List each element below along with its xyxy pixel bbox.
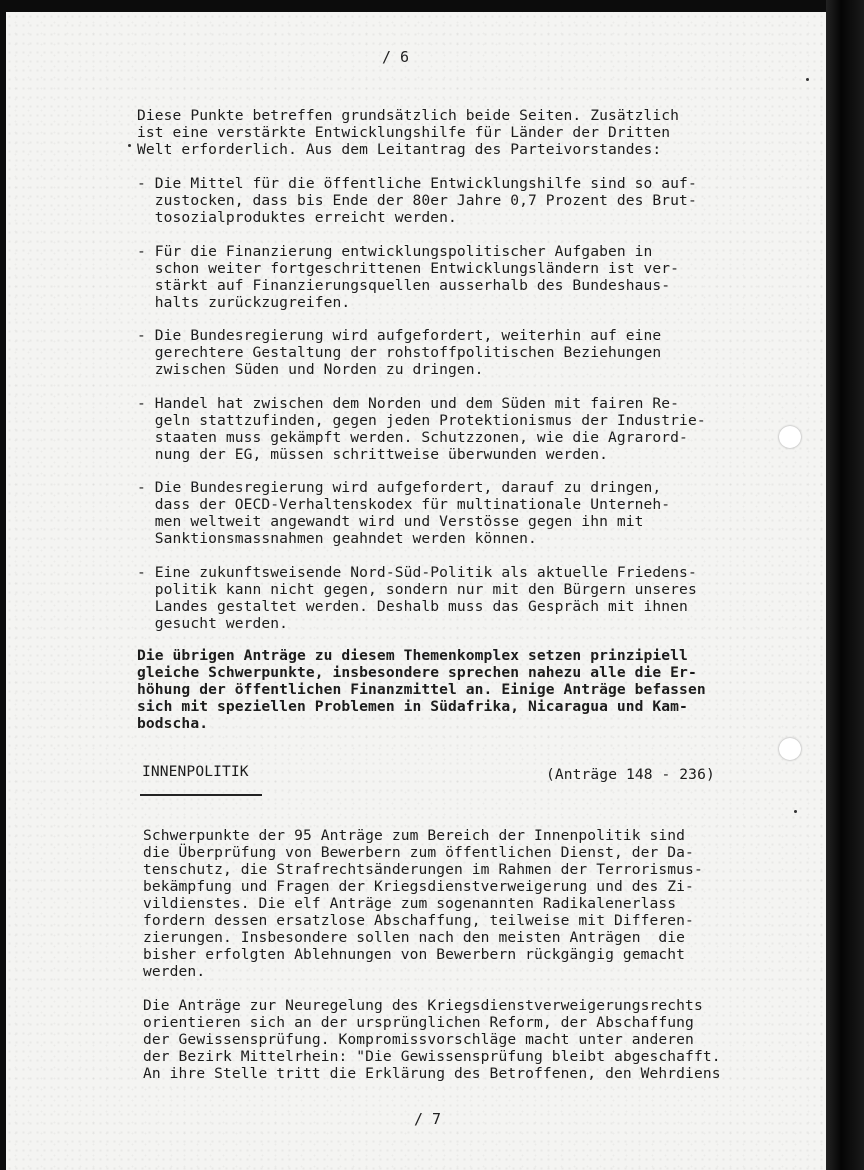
text-line: Welt erforderlich. Aus dem Leitantrag des Parteivorstandes:	[137, 141, 662, 158]
text-line: gleiche Schwerpunkte, insbesondere sprechen nahezu alle die Er-	[137, 664, 697, 681]
text-line: Schwerpunkte der 95 Anträge zum Bereich der Innenpolitik sind	[143, 827, 686, 844]
punch-hole	[779, 738, 801, 760]
text-line: der Bezirk Mittelrhein: "Die Gewissensprüfung bleibt abgeschafft.	[143, 1048, 721, 1065]
top-page-number: / 6	[382, 48, 410, 66]
text-line: schon weiter fortgeschrittenen Entwicklungsländern ist ver-	[137, 260, 680, 277]
text-line: men weltweit angewandt wird und Verstösse gegen ihn mit	[137, 513, 644, 530]
text-line: zwischen Süden und Norden zu dringen.	[137, 361, 484, 378]
section-range: (Anträge 148 - 236)	[546, 766, 715, 783]
text-line: zierungen. Insbesondere sollen nach den meisten Anträgen die	[143, 929, 686, 946]
scan-speck	[806, 78, 809, 81]
text-line: vildienstes. Die elf Anträge zum sogenannten Radikalenerlass	[143, 895, 677, 912]
text-line: Diese Punkte betreffen grundsätzlich beide Seiten. Zusätzlich	[137, 107, 680, 124]
text-line: bodscha.	[137, 715, 209, 732]
text-line: ist eine verstärkte Entwicklungshilfe für Länder der Dritten	[137, 124, 671, 141]
text-line: Landes gestaltet werden. Deshalb muss das Gespräch mit ihnen	[137, 598, 688, 615]
text-line: geln stattzufinden, gegen jeden Protektionismus der Industrie-	[137, 412, 706, 429]
scan-speck	[128, 144, 131, 147]
section-heading: INNENPOLITIK	[142, 763, 249, 780]
text-line: staaten muss gekämpft werden. Schutzzonen, wie die Agrarord-	[137, 429, 688, 446]
bottom-page-number: / 7	[414, 1110, 442, 1128]
text-line: die Überprüfung von Bewerbern zum öffentlichen Dienst, der Da-	[143, 844, 694, 861]
text-line: politik kann nicht gegen, sondern nur mit den Bürgern unseres	[137, 581, 697, 598]
text-line: werden.	[143, 963, 206, 980]
text-line: - Handel hat zwischen dem Norden und dem Süden mit fairen Re-	[137, 395, 680, 412]
text-line: bisher erfolgten Ablehnungen von Bewerbern rückgängig gemacht	[143, 946, 686, 963]
text-line: fordern dessen ersatzlose Abschaffung, teilweise mit Differen-	[143, 912, 694, 929]
text-line: sich mit speziellen Problemen in Südafrika, Nicaragua und Kam-	[137, 698, 688, 715]
text-line: tosozialproduktes erreicht werden.	[137, 209, 457, 226]
text-line: - Die Bundesregierung wird aufgefordert, weiterhin auf eine	[137, 327, 662, 344]
text-line: Sanktionsmassnahmen geahndet werden können.	[137, 530, 537, 547]
scan-border	[826, 0, 864, 1170]
heading-underline	[140, 794, 262, 796]
text-line: Die übrigen Anträge zu diesem Themenkomplex setzen prinzipiell	[137, 647, 688, 664]
text-line: bekämpfung und Fragen der Kriegsdienstverweigerung und des Zi-	[143, 878, 694, 895]
text-line: An ihre Stelle tritt die Erklärung des Betroffenen, den Wehrdiens	[143, 1065, 721, 1082]
text-line: gerechtere Gestaltung der rohstoffpolitischen Beziehungen	[137, 344, 662, 361]
text-line: - Für die Finanzierung entwicklungspolitischer Aufgaben in	[137, 243, 653, 260]
text-line: gesucht werden.	[137, 615, 289, 632]
punch-hole	[779, 426, 801, 448]
text-line: dass der OECD-Verhaltenskodex für multinationale Unterneh-	[137, 496, 671, 513]
text-line: halts zurückzugreifen.	[137, 294, 351, 311]
text-line: zustocken, dass bis Ende der 80er Jahre 0,7 Prozent des Brut-	[137, 192, 697, 209]
text-line: - Die Bundesregierung wird aufgefordert, darauf zu dringen,	[137, 479, 662, 496]
text-line: stärkt auf Finanzierungsquellen ausserhalb des Bundeshaus-	[137, 277, 671, 294]
text-line: orientieren sich an der ursprünglichen Reform, der Abschaffung	[143, 1014, 694, 1031]
text-line: höhung der öffentlichen Finanzmittel an. Einige Anträge befassen	[137, 681, 706, 698]
text-line: - Die Mittel für die öffentliche Entwicklungshilfe sind so auf-	[137, 175, 697, 192]
text-line: tenschutz, die Strafrechtsänderungen im Rahmen der Terrorismus-	[143, 861, 703, 878]
text-line: - Eine zukunftsweisende Nord-Süd-Politik als aktuelle Friedens-	[137, 564, 697, 581]
text-line: der Gewissensprüfung. Kompromissvorschläge macht unter anderen	[143, 1031, 694, 1048]
scan-speck	[794, 810, 797, 813]
text-line: Die Anträge zur Neuregelung des Kriegsdienstverweigerungsrechts	[143, 997, 703, 1014]
text-line: nung der EG, müssen schrittweise überwunden werden.	[137, 446, 608, 463]
